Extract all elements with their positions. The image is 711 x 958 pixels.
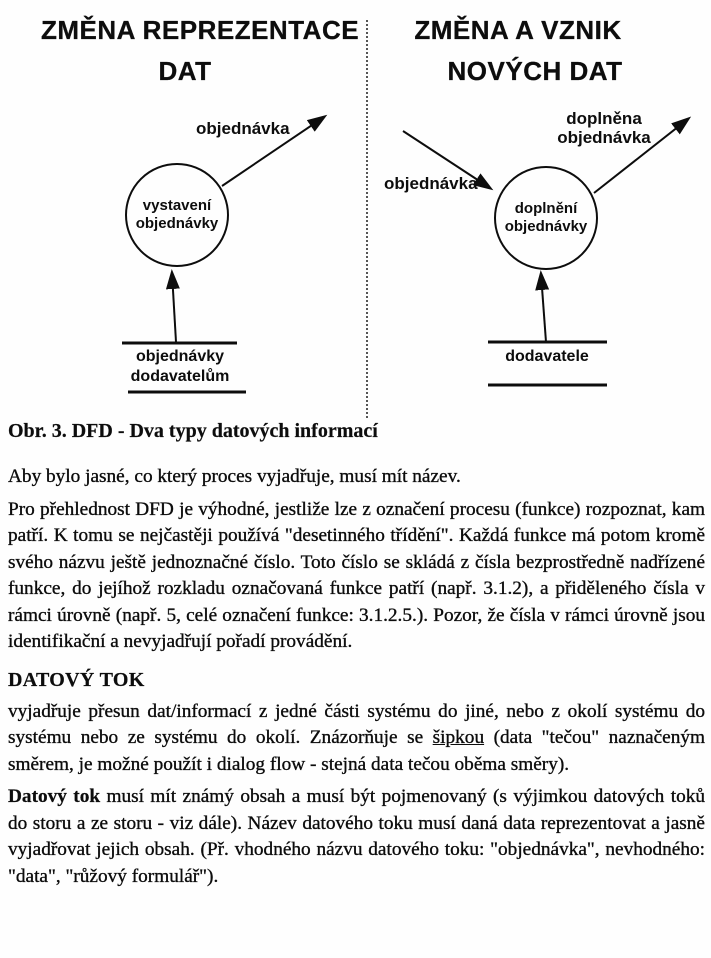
left-datastore-label	[120, 347, 240, 387]
right-outflow-label-line2: objednávka	[557, 127, 651, 147]
right-inflow-label: objednávka	[384, 174, 478, 193]
paragraph-desetinne-trideni: Pro přehlednost DFD je výhodné, jestliže lze z označení procesu (funkce) rozpoznat, kam patří. K tomu se nejčastěji používá "desetinného třídění". Každá funkce má potom kromě svého názvu ještě jednoznačné číslo. Toto číslo se skládá z čísla bezprostředně nadřízené funkce, do jejíhož rozkladu označovaná funkce patří (např. 3.1.2), a přiděleného čísla v rámci úrovně (např. 5, celé označení funkce: 3.1.2.5.). Pozor, že čísla v rámci úrovně jsou identifikační a nevyjadřují pořadí provádění.	[8, 498, 705, 652]
figure-caption: Obr. 3. DFD - Dva typy datových informací	[8, 420, 378, 442]
right-datastore-label-line1: dodavatele	[505, 348, 589, 365]
left-diagram-title-line1: ZMĚNA REPREZENTACE	[40, 15, 360, 45]
right-diagram-title-line2: NOVÝCH DAT	[447, 56, 623, 86]
left-outflow-label: objednávka	[196, 119, 290, 138]
left-datastore-label-line1: objednávky	[135, 348, 225, 365]
paragraph-part-pre: vyjadřuje přesun dat/informací z jedné části systému do jiné, nebo z okolí systému do systému nebo ze systému do okolí. Znázorňuje se	[8, 700, 705, 748]
right-diagram-title-line1: ZMĚNA A VZNIK	[414, 15, 622, 45]
section-heading-datovy-tok: DATOVÝ TOK	[8, 668, 145, 691]
left-store-to-process-arrow	[172, 273, 176, 342]
paragraph-part-rest: musí mít známý obsah a musí být pojmenovaný (s výjimkou datových toků do storu a ze storu - viz dále). Název datového toku musí daná data reprezentovat a jasně vyjadřovat jejich obsah. (Př. vhodného názvu datového toku: "objednávka", nevhodného: "data", "růžový formulář").	[8, 786, 705, 887]
underlined-word-sipkou: šipkou	[432, 727, 485, 748]
body-text	[8, 464, 705, 896]
left-datastore-label-line2: dodavatelům	[130, 368, 230, 385]
paragraph-nazev: Aby bylo jasné, co který proces vyjadřuje, musí mít název.	[8, 466, 461, 487]
paragraph-datovy-tok-nazev	[8, 784, 705, 890]
right-outflow-label-line1: doplněna	[566, 109, 642, 128]
process-label-line2: objednávky	[135, 215, 219, 232]
right-datastore-label	[486, 347, 608, 367]
process-circle-doplneni-objednavky	[494, 166, 598, 270]
process-circle-vystaveni-objednavky	[125, 163, 229, 267]
left-diagram-title-line2: DAT	[158, 56, 212, 86]
column-divider	[366, 20, 368, 418]
process-label-line1: vystavení	[142, 197, 212, 214]
paragraph-part-post: (data "tečou" naznačeným směrem, je možné použít i dialog flow - stejná data tečou oběma směry).	[8, 727, 705, 775]
bold-lead-datovy-tok: Datový tok	[8, 786, 101, 807]
right-outflow-label	[548, 110, 660, 147]
process-label-line2: objednávky	[504, 218, 588, 235]
right-store-to-process-arrow	[541, 274, 546, 342]
paragraph-datovy-tok-definice	[8, 699, 705, 779]
process-label-line1: doplnění	[514, 200, 578, 217]
